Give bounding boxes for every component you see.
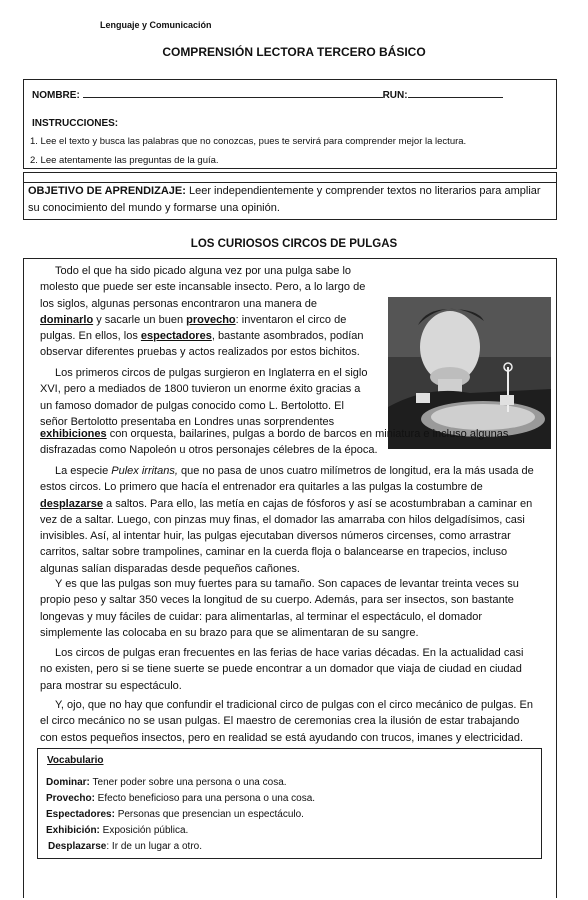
p1-line-6: observar diferentes pruebas y actos realizados por estos bichitos.	[40, 346, 360, 359]
vocab-def: Efecto beneficioso para una persona o una cosa.	[94, 793, 316, 804]
instruction-2: 2. Lee atentamente las preguntas de la guía.	[30, 155, 219, 166]
p3-line-4: vez de a saltar. Luego, con pinzas muy finas, el domador las amarraba con hilos delgadísimos, casi	[40, 513, 525, 526]
reading-title: LOS CURIOSOS CIRCOS DE PULGAS	[190, 238, 398, 250]
p5-line-2: no existen, pero si se tiene suerte se puede encontrar a un domador que viaja de ciudad en ciudad	[40, 663, 522, 676]
vocab-item-dominar	[46, 777, 287, 788]
p1-line-1: Todo el que ha sido picado alguna vez por una pulga sabe lo	[55, 265, 352, 277]
paragraph-3	[40, 463, 552, 577]
vocabulary-title: Vocabulario	[47, 755, 104, 766]
p1-line-5-start: pulgas. En ellos, los	[40, 330, 141, 343]
run-field[interactable]	[408, 87, 503, 98]
vocab-word-desplazarse: desplazarse	[40, 497, 103, 510]
p2-line-3: un famoso domador de pulgas conocido como L. Bertolotto. El	[40, 399, 344, 412]
species-name: Pulex irritans,	[111, 465, 178, 477]
p3-line-7: algunas salían disparadas desde pequeños cañones.	[40, 562, 300, 575]
p2-line-4: señor Bertolotto presentaba en Londres unas sorprendentes	[40, 415, 335, 428]
p5-line-1: Los circos de pulgas eran frecuentes en las ferias de hace varias décadas. En la actualidad casi	[55, 647, 524, 659]
p4-line-1: Y es que las pulgas son muy fuertes para su tamaño. Son capaces de levantar treinta veces su	[55, 578, 519, 590]
vocab-item-exhibicion	[46, 825, 188, 836]
p3-line-6: carritos, saltar sobre trampolines, caminar en la cuerda floja o balancearse en trapecios, incluso	[40, 546, 508, 559]
p2-line-1: Los primeros circos de pulgas surgieron en Inglaterra en el siglo	[55, 367, 368, 379]
objective-text: Leer independientemente y comprender textos no literarios para ampliar su conocimiento del mundo y formarse una opinión.	[28, 185, 541, 214]
p3-line-3	[40, 496, 552, 512]
p1-line-5	[40, 328, 379, 344]
objective-label: OBJETIVO DE APRENDIZAJE:	[28, 185, 186, 197]
vocab-word-espectadores: espectadores	[140, 330, 212, 343]
name-field[interactable]	[83, 87, 383, 98]
p6-line-1: Y, ojo, que no hay que confundir el tradicional circo de pulgas con el circo mecánico de pulgas. En	[55, 699, 533, 711]
p1-line-4	[40, 312, 379, 328]
p2-wide-lines	[40, 426, 550, 459]
paragraph-4	[40, 576, 552, 641]
p5-line-3: para mostrar su espectáculo.	[40, 679, 182, 692]
vocab-item-espectadores	[46, 809, 304, 820]
p4-line-2: propio peso y saltar 350 veces la longitud de su cuerpo. Además, para ser insectos, son bastante	[40, 594, 514, 607]
objective-top-bar	[23, 172, 557, 182]
p6-line-3: con estos pequeños insectos, pero en realidad se está ayudando con trucos, imanes y electricidad.	[40, 731, 524, 744]
p2-line-5	[40, 426, 550, 442]
paragraph-5	[40, 645, 552, 694]
subject-label: Lenguaje y Comunicación	[100, 20, 212, 30]
name-label: NOMBRE:	[32, 90, 80, 101]
p4-line-4: simplemente las colocaba en su brazo para que se alimentaran de su sangre.	[40, 626, 419, 639]
vocab-def: : Ir de un lugar a otro.	[106, 841, 202, 852]
p3-line-1	[40, 463, 552, 479]
p3-line-3-end: a saltos. Para ello, las metía en cajas de fósforos y así se acostumbraban a caminar en	[102, 497, 533, 510]
vocab-term: Provecho:	[46, 793, 95, 804]
instructions-heading: INSTRUCCIONES:	[32, 118, 119, 129]
student-info-box	[23, 79, 557, 169]
paragraph-2	[40, 365, 379, 430]
p1-line-4-text: y sacarle un buen	[93, 313, 187, 326]
p2-line-5-end: con orquesta, bailarines, pulgas a bordo de barcos en miniatura e incluso algunas	[106, 428, 509, 440]
instruction-1: 1. Lee el texto y busca las palabras que no conozcas, pues te servirá para comprender mejor la lectura.	[30, 136, 467, 147]
vocab-item-desplazarse	[48, 841, 202, 852]
vocabulary-box	[37, 748, 542, 859]
p1-line-4-end: : inventaron el circo de	[235, 313, 347, 326]
p1-line-5-end: , bastante asombrados, podían	[211, 330, 364, 343]
p3-line-5: invisibles. Así, al intentar huir, las pulgas ejecutaban diversos números circenses, como arrastrar	[40, 530, 511, 543]
vocab-word-provecho: provecho	[186, 313, 236, 326]
name-run-row	[32, 87, 503, 101]
objective-box	[23, 182, 557, 220]
p3-line-1-start: La especie	[55, 465, 112, 477]
vocab-term: Espectadores:	[46, 809, 115, 820]
p1-line-3: los siglos, algunas personas encontraron una manera de	[40, 297, 318, 310]
p2-line-2: XVI, pero a mediados de 1800 tuvieron un enorme éxito gracias a	[40, 383, 361, 396]
vocab-word-dominarlo: dominarlo	[40, 313, 94, 326]
paragraph-1	[40, 263, 379, 361]
worksheet-title: COMPRENSIÓN LECTORA TERCERO BÁSICO	[162, 45, 426, 59]
vocab-def: Tener poder sobre una persona o una cosa.	[89, 777, 287, 788]
vocab-item-provecho	[46, 793, 315, 804]
paragraph-6	[40, 697, 552, 746]
p4-line-3: longevas y muy fáciles de cuidar: para alimentarlas, al terminar el espectáculo, el domador	[40, 610, 483, 623]
p2-line-6: disfrazadas como Napoleón u otros personajes célebres de la época.	[40, 444, 378, 457]
vocab-def: Exposición pública.	[99, 825, 189, 836]
p3-line-2: estos circos. Lo primero que hacía el entrenador era quitarles a las pulgas la costumbre de	[40, 481, 483, 494]
vocab-word-exhibiciones: exhibiciones	[40, 428, 107, 440]
run-label: RUN:	[382, 90, 408, 101]
p1-line-2: molesto que puede ser este incansable insecto. Pero, a lo largo de	[40, 281, 366, 294]
p3-line-1-end: que no pasa de unos cuatro milímetros de longitud, era la más usada de	[177, 465, 534, 477]
vocab-term: Desplazarse	[48, 841, 107, 852]
vocab-term: Dominar:	[46, 777, 90, 788]
vocab-term: Exhibición:	[46, 825, 100, 836]
p6-line-2: el circo mecánico no se usan pulgas. El maestro de ceremonias crea la ilusión de estar trabajando	[40, 715, 520, 728]
vocab-def: Personas que presencian un espectáculo.	[114, 809, 304, 820]
